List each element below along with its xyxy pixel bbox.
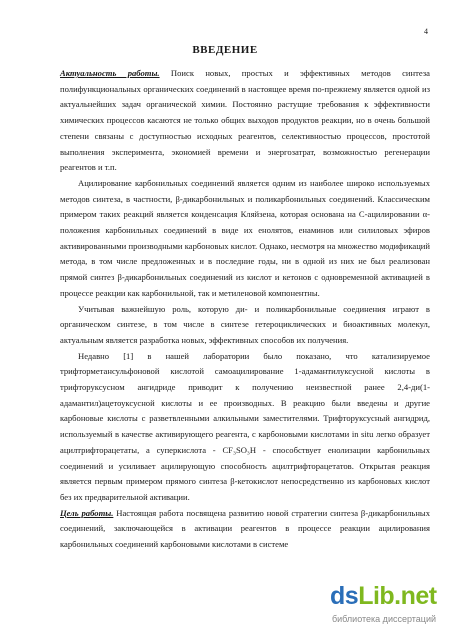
dslib-watermark [330, 582, 445, 630]
dslib-logo [330, 582, 437, 611]
document-body [60, 66, 430, 553]
paragraph-role: Учитывая важнейшую роль, которую ди- и поликарбонильные соединения играют в органическом синтезе, в том числе в синтезе гетероциклических и биоактивных молекул, актуальным является разработка новых, эффективных способов их получения. [60, 303, 430, 345]
paragraph-text: Настоящая работа посвящена развитию новой стратегии синтеза β-дикарбонильных соединений, заключающейся в активации реагентов в процессе реакции ацилирования карбонильных соединений карбоновыми кислотами в системе [60, 507, 430, 550]
page-number: 4 [424, 27, 428, 36]
paragraph-acylation: Ацилирование карбонильных соединений является одним из наиболее широко используемых методов синтеза, в частности, β-дикарбонильных и поликарбонильных соединений. Классическим примером таких реакций является конденсация Кляйзена, которая основана на С-ацилировании α-положения карбонильных соединений в виде их енолятов, енаминов или силиловых эфиров активированными производными карбоновых кислот. Однако, несмотря на множество модификаций метода, в том числе предложенных и в последние годы, ни в одной из них не был реализован прямой синтез β-дикарбонильных соединений из кислот и кетонов с одновременной активацией в процессе реакции как карбонильной, так и метиленовой компонентны. [60, 177, 430, 298]
logo-prefix: ds [330, 582, 359, 610]
paragraph-lead-goal: Цель работы. [60, 507, 114, 518]
page-title: ВВЕДЕНИЕ [192, 44, 258, 56]
logo-suffix: Lib.net [358, 582, 437, 610]
paragraph-goal [60, 506, 430, 553]
paragraph-text: Поиск новых, простых и эффективных методов синтеза полифункциональных органических соединений в настоящее время по-прежнему является одной из актуальнейших задач органической химии. Постоянно растущие требования к эффективности химических процессов касаются не только общих выходов продуктов реакции, но в очень большой степени связаны с доступностью исходных реагентов, селективностью процессов, простотой выполнения эксперимента, экономией времени и энергозатрат, возможностью регенерации реагентов и т.п. [60, 68, 430, 173]
paragraph-relevance [60, 66, 430, 176]
watermark-subtitle: библиотека диссертаций [332, 614, 437, 624]
paragraph-recent-work: Недавно [1] в нашей лаборатории было показано, что катализируемое трифторметансульфоновой кислотой самоацилирование 1-адамантилуксусной кислоты в трифторуксусном ангидриде приводит к получению неизвестной ранее 2,4-ди(1-адамантил)ацетоуксусной кислоты и ее производных. В реакцию были введены и другие карбоновые кислоты с разветвленными алкильными заместителями. Трифторуксусный ангидрид, используемый в качестве активирующего реагента, с карбоновыми кислотами in situ легко образует ацилтрифторацетаты, а суперкислота - CF₃SO₃H - способствует енолизации карбонильных соединений и усиливает ацилирующую способность ацилтрифторацетатов. Открытая реакция является первым примером прямого синтеза β-кетокислот непосредственно из карбоновых кислот без их предварительной активации. [60, 350, 430, 502]
paragraph-lead-relevance: Актуальность работы. [60, 68, 160, 78]
